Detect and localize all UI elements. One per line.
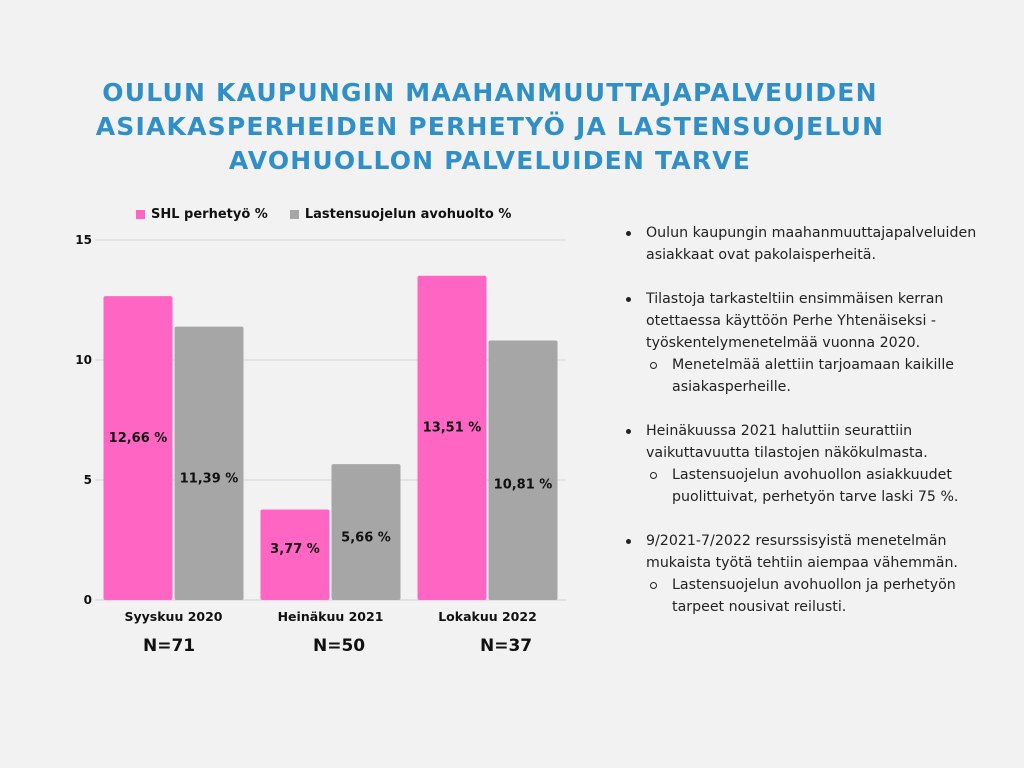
note-sublist: [646, 574, 1012, 618]
data-label: 12,66 %: [108, 431, 168, 447]
note-sublist: [646, 354, 1012, 398]
x-tick-label: Syyskuu 2020: [124, 609, 223, 624]
title-line: OULUN KAUPUNGIN MAAHANMUUTTAJAPALVEUIDEN: [102, 78, 878, 107]
y-tick-label: 10: [75, 353, 92, 367]
bar-shl: [418, 276, 487, 600]
legend-label: Lastensuojelun avohuolto %: [304, 207, 512, 222]
y-tick-label: 0: [83, 593, 92, 607]
title-line: ASIAKASPERHEIDEN PERHETYÖ JA LASTENSUOJELUN: [95, 112, 885, 141]
n-label: N=50: [313, 636, 366, 656]
notes-list: [622, 222, 1012, 640]
bar-shl: [104, 296, 173, 600]
data-label: 10,81 %: [493, 477, 553, 493]
note-item: [622, 222, 1012, 266]
legend-label: SHL perhetyö %: [151, 207, 268, 222]
data-label: 11,39 %: [179, 471, 239, 487]
note-item: [622, 288, 1012, 398]
x-tick-label: Heinäkuu 2021: [277, 609, 384, 624]
note-item: [622, 530, 1012, 618]
y-tick-label: 15: [75, 233, 92, 247]
note-subitem: Lastensuojelun avohuollon asiakkuudet puolittuivat, perhetyön tarve laski 75 %.: [646, 464, 1012, 508]
data-label: 3,77 %: [270, 541, 320, 557]
title-line: AVOHUOLLON PALVELUIDEN TARVE: [228, 146, 752, 175]
bar-lastensuojelu: [175, 327, 244, 600]
bar-lastensuojelu: [489, 341, 558, 600]
note-text: Oulun kaupungin maahanmuuttajapalveluiden asiakkaat ovat pakolaisperheitä.: [646, 225, 977, 263]
note-subitem: Lastensuojelun avohuollon ja perhetyön tarpeet nousivat reilusti.: [646, 574, 1012, 618]
x-tick-label: Lokakuu 2022: [438, 609, 537, 624]
note-text: 9/2021-7/2022 resurssisyistä menetelmän mukaista työtä tehtiin aiempaa vähemmän.: [646, 533, 958, 571]
note-subitem: Menetelmää alettiin tarjoamaan kaikille asiakasperheille.: [646, 354, 1012, 398]
y-tick-label: 5: [83, 473, 92, 487]
data-label: 5,66 %: [341, 530, 391, 546]
note-sublist: [646, 464, 1012, 508]
note-text: Tilastoja tarkasteltiin ensimmäisen kerran otettaessa käyttöön Perhe Yhtenäiseksi -työskentelymenetelmää vuonna 2020.: [646, 291, 944, 351]
n-label: N=37: [480, 636, 533, 656]
data-label: 13,51 %: [422, 420, 482, 436]
n-label: N=71: [143, 636, 196, 656]
note-item: [622, 420, 1012, 508]
note-text: Heinäkuussa 2021 haluttiin seurattiin vaikuttavuutta tilastojen näkökulmasta.: [646, 423, 928, 461]
